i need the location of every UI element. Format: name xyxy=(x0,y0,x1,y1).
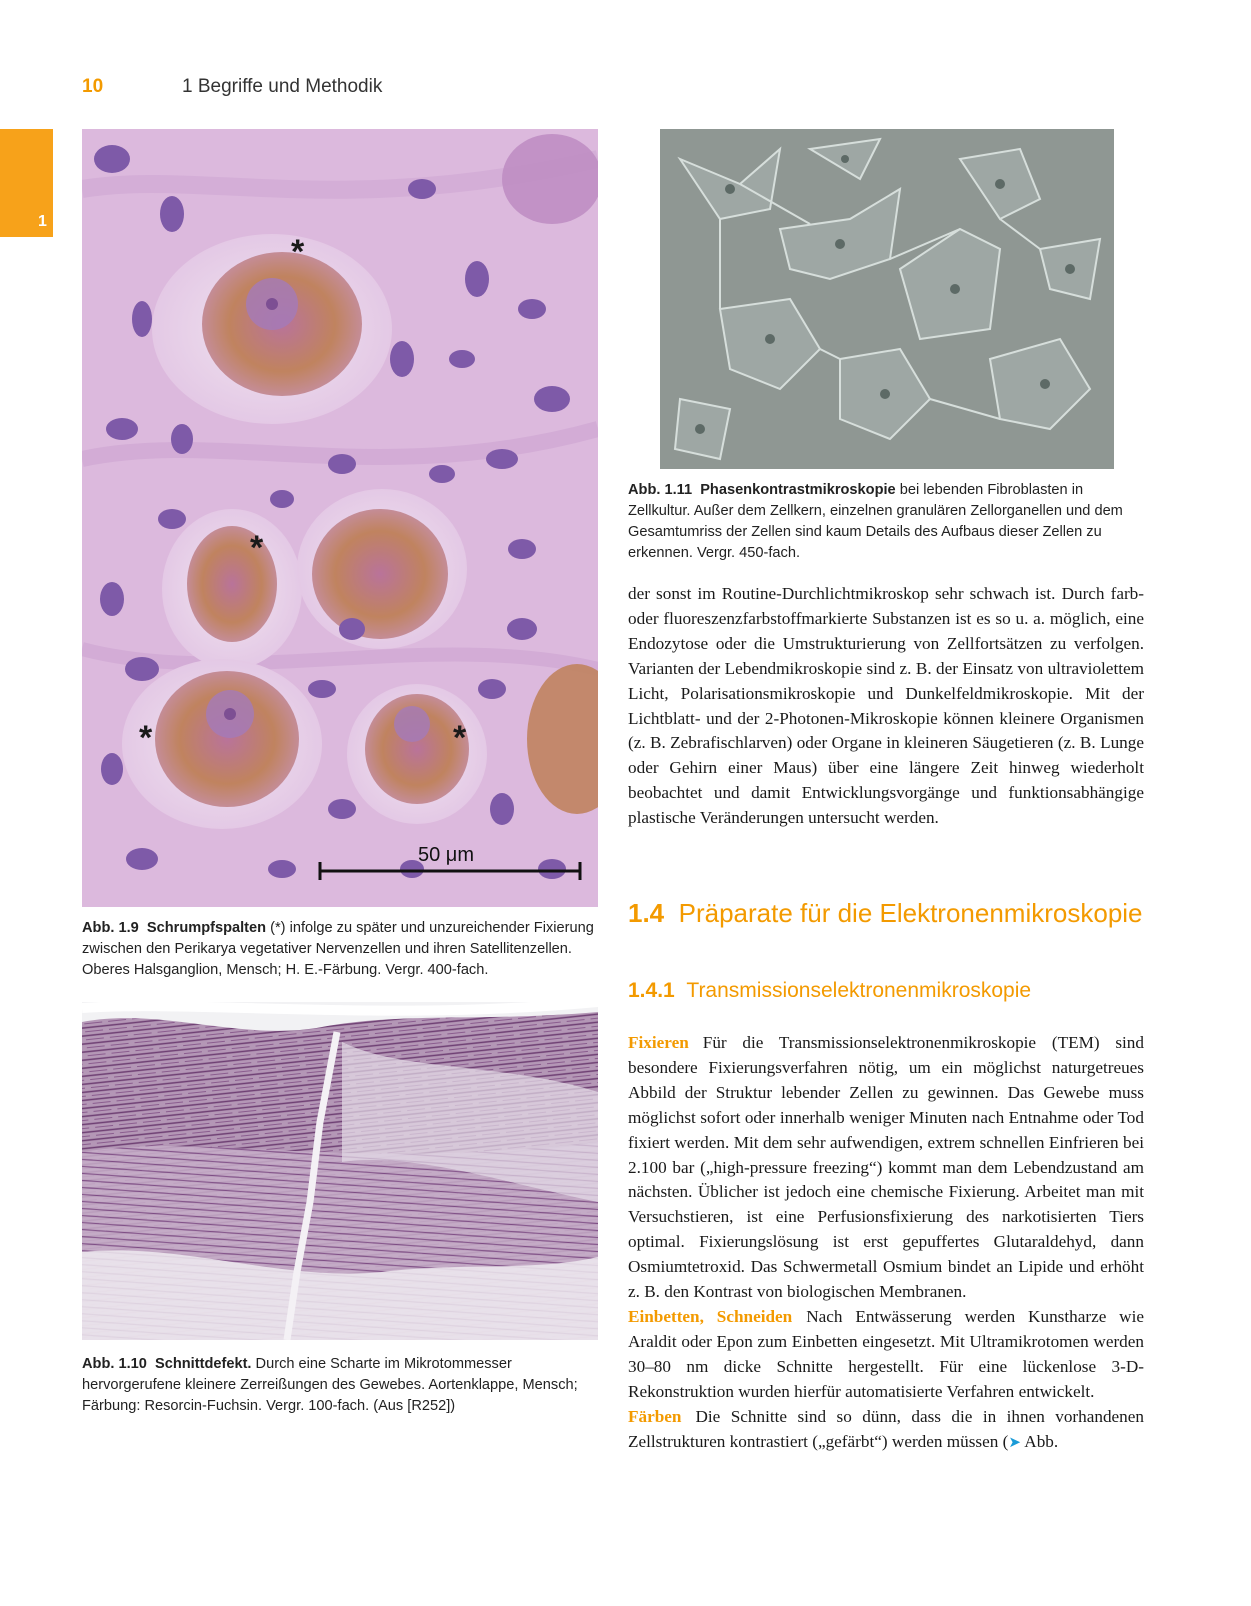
shrinkage-marker: * xyxy=(453,719,467,757)
he-stained-ganglion-image xyxy=(82,129,598,907)
figure-1-10-micrograph xyxy=(82,1002,598,1340)
caption-text: (*) infolge zu später und unzureichender Fixierung zwischen den Perikarya vegetativer Nervenzellen und ihren Satellitenzellen. Oberes Halsganglion, Mensch; H. E.-Färbung. Vergr. 400-fach. xyxy=(82,920,594,978)
continued-paragraph: der sonst im Routine-Durchlichtmikroskop sehr schwach ist. Durch farb- oder fluoreszenzfarbstoffmarkierte Substanzen ist es so u. a. möglich, eine Endozytose oder die Umstrukturierung von Zellfortsätzen zu verfolgen. Varianten der Lebendmikroskopie sind z. B. der Einsatz von ultraviolettem Licht, Polarisationsmikroskopie und Dunkelfeldmikroskopie. Mit der Lichtblatt- und der 2-Photonen-Mikroskopie können kleinere Organismen (z. B. Zebrafischlarven) oder Organe in kleineren Säugetieren (z. B. Lunge oder Gehirn einer Maus) über eine längere Zeit hinweg wiederholt beobachtet und damit Entwicklungsvorgänge und funktionsabhängige plastische Veränderungen untersucht werden. xyxy=(628,584,1144,828)
figure-1-11-micrograph xyxy=(660,129,1114,469)
shrinkage-marker: * xyxy=(250,529,264,567)
caption-title: Schnittdefekt. xyxy=(155,1356,252,1372)
fixieren-run-in-heading: Fixieren xyxy=(628,1033,689,1052)
caption-label: Abb. 1.11 xyxy=(628,482,693,498)
chapter-tab xyxy=(0,129,53,237)
caption-label: Abb. 1.10 xyxy=(82,1356,147,1372)
caption-text: Durch eine Scharte im Mikrotommesser hervorgerufene kleinere Zerreißungen des Gewebes. Aortenklappe, Mensch; Färbung: Resorcin-Fuchsin. Vergr. 100-fach. (Aus [R252]) xyxy=(82,1356,578,1414)
caption-title: Schrumpfspalten xyxy=(146,920,267,936)
einbetten-run-in-heading: Einbetten, Schneiden xyxy=(628,1306,793,1326)
chapter-tab-label: 1 xyxy=(38,213,47,230)
subsection-number: 1.4.1 xyxy=(628,979,675,1002)
fixieren-text: Für die Transmissionselektronenmikroskopie (TEM) sind besondere Fixierungsverfahren nötig, um ein möglichst naturgetreues Abbild der Struktur lebender Zellen zu gewinnen. Das Gewebe muss möglichst sofort oder innerhalb weniger Minuten nach Entnahme oder Tod fixiert werden. Mit dem sehr aufwendigen, extrem schnellen Einfrieren bei 2.100 bar („high-pressure freezing“) kommt man dem Lebendzustand am nächsten. Üblicher ist jedoch eine chemische Fixierung. Arbeitet man mit Versuchstieren, ist eine Perfusionsfixierung des narkotisierten Tiers optimal. Fixierungslösung ist erst gepuffertes Glutaraldehyd, dann Osmiumtetroxid. Das Schwermetall Osmium bindet an Lipide und erhöht z. B. den Kontrast von biologischen Membranen. xyxy=(628,1033,1144,1302)
figure-1-9-micrograph xyxy=(82,129,598,907)
caption-label: Abb. 1.9 xyxy=(82,920,139,936)
page-number: 10 xyxy=(82,76,104,97)
faerben-text: Die Schnitte sind so dünn, dass die in ihnen vorhandenen Zellstrukturen kontrastiert („gefärbt“) werden müssen ( xyxy=(628,1406,1144,1451)
section-heading xyxy=(628,898,1148,929)
section-number: 1.4 xyxy=(628,898,665,928)
figure-1-10-caption xyxy=(82,1354,602,1417)
faerben-paragraph xyxy=(628,1405,1144,1455)
aortic-valve-section-image xyxy=(82,1002,598,1340)
figure-1-9-caption xyxy=(82,918,602,981)
scale-bar-label: 50 μm xyxy=(418,844,474,866)
phase-contrast-fibroblasts-image xyxy=(660,129,1114,469)
faerben-run-in-heading: Färben xyxy=(628,1406,682,1426)
subsection-title: Transmissionselektronenmikroskopie xyxy=(686,979,1032,1002)
shrinkage-marker: * xyxy=(291,233,305,271)
running-head: 1 Begriffe und Methodik xyxy=(182,76,383,97)
cross-reference-arrow-icon[interactable]: ➤ xyxy=(1008,1432,1021,1451)
caption-title: Phasenkontrastmikroskopie xyxy=(700,482,896,498)
caption-text: bei lebenden Fibroblasten in Zellkultur. Außer dem Zellkern, einzelnen granulären Zellorganellen und dem Gesamtumriss der Zellen sind kaum Details des Aufbaus dieser Zellen zu erkennen. Vergr. 450-fach. xyxy=(628,482,1123,561)
fixieren-paragraph xyxy=(628,1031,1144,1305)
section-title: Präparate für die Elektronenmikroskopie xyxy=(678,898,1143,928)
tem-section-body xyxy=(628,1031,1144,1454)
einbetten-paragraph xyxy=(628,1305,1144,1405)
faerben-reference[interactable]: Abb. xyxy=(1020,1431,1059,1451)
subsection-heading xyxy=(628,978,1148,1004)
einbetten-text: Nach Entwässerung werden Kunstharze wie Araldit oder Epon zum Einbetten eingesetzt. Mit Ultramikrotomen werden 30–80 nm dicke Schnitte hergestellt. Für eine lückenlose 3-D-Rekonstruktion wurden hierfür automatisierte Verfahren entwickelt. xyxy=(628,1306,1144,1401)
shrinkage-marker: * xyxy=(139,719,153,757)
figure-1-11-caption xyxy=(628,480,1148,564)
